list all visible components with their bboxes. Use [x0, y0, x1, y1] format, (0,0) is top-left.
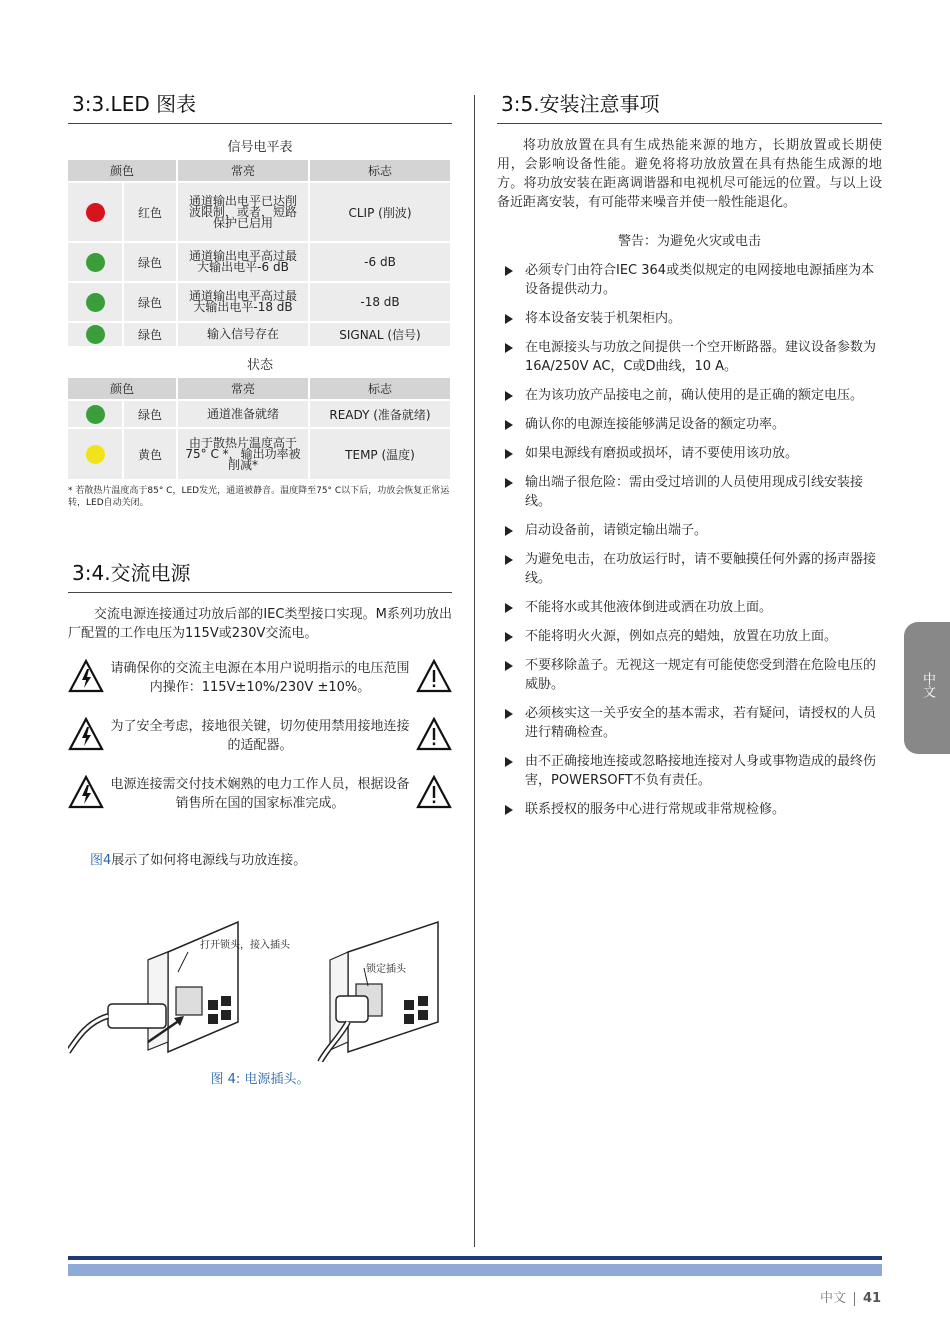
- header-steady: 常亮: [178, 160, 308, 181]
- bullet-arrow-icon: [505, 266, 513, 276]
- warning-title: 警告：为避免火灾或电击: [617, 234, 761, 249]
- status-table-title: 状态: [246, 358, 273, 373]
- color-name: 绿色: [124, 243, 176, 281]
- warning-text: 电源连接需交付技术娴熟的电力工作人员，根据设备销售所在国的国家标准完成。: [110, 777, 410, 811]
- list-item: 必须核实这一关乎安全的基本需求，若有疑问，请授权的人员进行精确检查。: [497, 704, 882, 742]
- table-row: [68, 183, 450, 241]
- unlock-plug-label: 打开锁头，接入插头: [200, 940, 290, 951]
- led-green-dot: [86, 253, 105, 272]
- warning-list: [68, 659, 452, 833]
- footer-language: 中文: [820, 1291, 847, 1306]
- table-row: [68, 323, 450, 346]
- led-description: 通道输出电平高过最大输出电平-6 dB: [178, 243, 308, 281]
- bullet-arrow-icon: [505, 314, 513, 324]
- led-description: 通道准备就绪: [178, 401, 308, 427]
- table-row: [68, 243, 450, 281]
- section-3-4-heading: 3:4.交流电源: [68, 557, 452, 593]
- header-steady: 常亮: [178, 378, 308, 399]
- page-number: 41: [863, 1291, 882, 1306]
- led-yellow-dot: [86, 445, 105, 464]
- electric-shock-warning-icon: [68, 775, 104, 809]
- bullet-arrow-icon: [505, 805, 513, 815]
- header-flag: 标志: [310, 160, 450, 181]
- figure-4-link[interactable]: 图4: [90, 853, 112, 868]
- bullet-arrow-icon: [505, 420, 513, 430]
- led-flag: CLIP (削波): [310, 183, 450, 241]
- warning-row: [68, 717, 452, 775]
- led-red-dot: [86, 203, 105, 222]
- list-item: 为避免电击，在功放运行时，请不要触摸任何外露的扬声器接线。: [497, 550, 882, 588]
- list-item: 不能将水或其他液体倒进或洒在功放上面。: [497, 598, 882, 617]
- list-item: 确认你的电源连接能够满足设备的额定功率。: [497, 415, 882, 434]
- figure-4-caption: 图 4: 电源插头。: [210, 1072, 310, 1087]
- header-color: 颜色: [68, 378, 176, 399]
- electric-shock-warning-icon: [68, 659, 104, 693]
- led-flag: READY (准备就绪): [310, 401, 450, 427]
- right-column: [497, 88, 882, 829]
- power-plug-illustration: [68, 912, 452, 1062]
- bullet-arrow-icon: [505, 478, 513, 488]
- color-name: 红色: [124, 183, 176, 241]
- footer-separator: [854, 1292, 855, 1306]
- figure-reference: [68, 851, 452, 870]
- led-green-dot: [86, 293, 105, 312]
- warning-row: [68, 659, 452, 717]
- list-item: 在电源接头与功放之间提供一个空开断路器。建议设备参数为16A/250V AC，C或D曲线，10 A。: [497, 338, 882, 376]
- table-row: [68, 429, 450, 479]
- warning-row: [68, 775, 452, 833]
- caution-exclamation-icon: [416, 775, 452, 809]
- list-item: 不能将明火火源，例如点亮的蜡烛，放置在功放上面。: [497, 627, 882, 646]
- warning-text: 为了安全考虑，接地很关键，切勿使用禁用接地连接的适配器。: [110, 719, 410, 753]
- safety-bullet-list: [497, 261, 882, 819]
- led-description: 由于散热片温度高于75° C *，输出功率被削减*: [178, 429, 308, 479]
- color-name: 绿色: [124, 323, 176, 346]
- color-name: 绿色: [124, 401, 176, 427]
- language-side-tab[interactable]: [904, 622, 950, 754]
- left-column: [68, 88, 452, 1087]
- list-item: 如果电源线有磨损或损坏，请不要使用该功放。: [497, 444, 882, 463]
- bullet-arrow-icon: [505, 343, 513, 353]
- electric-shock-warning-icon: [68, 717, 104, 751]
- led-description: 通道输出电平已达削波限制，或者，短路保护已启用: [178, 183, 308, 241]
- color-name: 黄色: [124, 429, 176, 479]
- list-item: 联系授权的服务中心进行常规或非常规检修。: [497, 800, 882, 819]
- bullet-arrow-icon: [505, 391, 513, 401]
- section-3-3-heading: 3:3.LED 图表: [68, 88, 452, 124]
- status-table: [66, 376, 452, 481]
- bullet-arrow-icon: [505, 555, 513, 565]
- page-footer: [820, 1287, 881, 1306]
- section-3-5-heading: 3:5.安装注意事项: [497, 88, 882, 124]
- list-item: 由不正确接地连接或忽略接地连接对人身或事物造成的最终伤害，POWERSOFT不负有责任。: [497, 752, 882, 790]
- figure-reference-text: 展示了如何将电源线与功放连接。: [111, 853, 307, 868]
- table-row: [68, 283, 450, 321]
- side-tab-label: 中文: [920, 672, 935, 698]
- table-row: [68, 401, 450, 427]
- bullet-arrow-icon: [505, 709, 513, 719]
- footnote: * 若散热片温度高于85° C，LED发光，通道被静音。温度降至75° C以下后，功放会恢复正常运转，LED自动关闭。: [68, 486, 450, 508]
- warning-text: 请确保你的交流主电源在本用户说明指示的电压范围内操作：115V±10%/230V ±10%。: [110, 661, 410, 695]
- list-item: 必须专门由符合IEC 364或类似规定的电网接地电源插座为本设备提供动力。: [497, 261, 882, 299]
- header-flag: 标志: [310, 378, 450, 399]
- caution-exclamation-icon: [416, 717, 452, 751]
- bullet-arrow-icon: [505, 757, 513, 767]
- led-description: 通道输出电平高过最大输出电平-18 dB: [178, 283, 308, 321]
- list-item: 输出端子很危险：需由受过培训的人员使用现成引线安装接线。: [497, 473, 882, 511]
- led-description: 输入信号存在: [178, 323, 308, 346]
- footer-bar-dark: [68, 1256, 882, 1260]
- led-green-dot: [86, 405, 105, 424]
- bullet-arrow-icon: [505, 449, 513, 459]
- footer-bar-light: [68, 1264, 882, 1276]
- lock-plug-label: 锁定插头: [366, 964, 406, 975]
- column-divider: [474, 95, 475, 1247]
- list-item: 不要移除盖子。无视这一规定有可能使您受到潜在危险电压的威胁。: [497, 656, 882, 694]
- led-green-dot: [86, 325, 105, 344]
- list-item: 启动设备前，请锁定输出端子。: [497, 521, 882, 540]
- bullet-arrow-icon: [505, 526, 513, 536]
- list-item: 在为该功放产品接电之前，确认使用的是正确的额定电压。: [497, 386, 882, 405]
- led-flag: SIGNAL (信号): [310, 323, 450, 346]
- bullet-arrow-icon: [505, 661, 513, 671]
- signal-table-title: 信号电平表: [227, 140, 293, 155]
- installation-intro-paragraph: 将功放放置在具有生成热能来源的地方，长期放置或长期使用，会影响设备性能。避免将将功放放置在具有热能生成源的地方。将功放安装在距离调谐器和电视机尽可能远的位置。与以上设备近距离安装，有可能带来噪音并使一般性能退化。: [497, 138, 882, 210]
- bullet-arrow-icon: [505, 632, 513, 642]
- ac-power-paragraph: 交流电源连接通过功放后部的IEC类型接口实现。M系列功放出厂配置的工作电压为115V或230V交流电。: [68, 607, 452, 641]
- color-name: 绿色: [124, 283, 176, 321]
- list-item: 将本设备安装于机架柜内。: [497, 309, 882, 328]
- signal-level-table: [66, 158, 452, 348]
- led-flag: TEMP (温度): [310, 429, 450, 479]
- caution-exclamation-icon: [416, 659, 452, 693]
- header-color: 颜色: [68, 160, 176, 181]
- led-flag: -18 dB: [310, 283, 450, 321]
- led-flag: -6 dB: [310, 243, 450, 281]
- bullet-arrow-icon: [505, 603, 513, 613]
